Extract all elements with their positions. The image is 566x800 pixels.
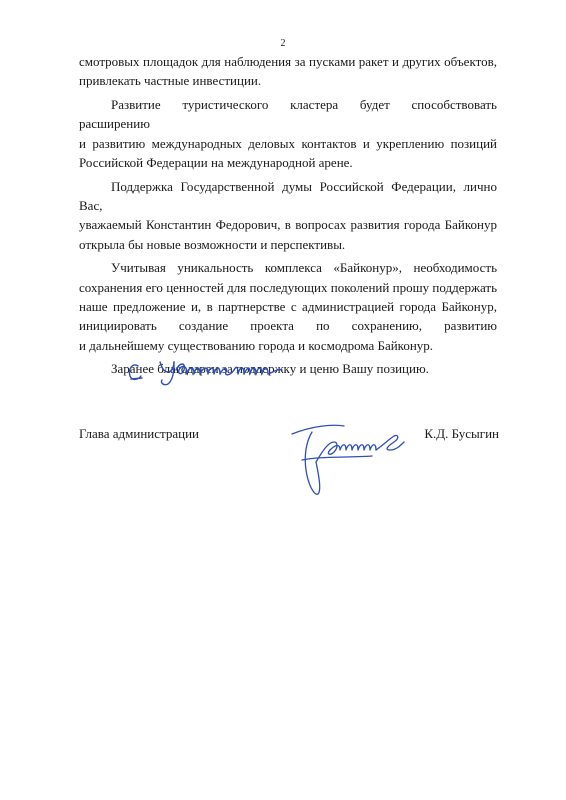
text-line: Российской Федерации на международной арене. <box>79 154 353 170</box>
text-line: наше предложение и, в партнерстве с администрацией города Байконур, <box>79 299 497 315</box>
paragraph <box>79 52 497 91</box>
text-line: Поддержка Государственной думы Российской Федерации, лично Вас, <box>79 178 497 214</box>
text-line: уважаемый Константин Федорович, в вопросах развития города Байконур <box>79 217 497 233</box>
text-line: Учитывая уникальность комплекса «Байконур», необходимость <box>111 260 497 276</box>
text-line: сохранения его ценностей для последующих поколений прошу поддержать <box>79 279 497 295</box>
text-line: и развитию международных деловых контактов и укреплению позиций <box>79 135 497 151</box>
handwritten-closing <box>126 348 296 392</box>
signatory-position: Глава администрации <box>79 426 200 441</box>
text-line: и дальнейшему существованию города и космодрома Байконур. <box>79 337 434 353</box>
signature <box>282 412 412 504</box>
text-line: смотровых площадок для наблюдения за пусками ракет и других объектов, <box>79 54 497 69</box>
paragraph <box>79 258 497 354</box>
signatory-name: К.Д. Бусыгин <box>424 426 499 441</box>
text-line: инициировать создание проекта по сохранению, развитию <box>79 318 497 334</box>
paragraph <box>79 177 497 254</box>
text-line: открыла бы новые возможности и перспективы. <box>79 236 346 252</box>
text-line: привлекать частные инвестиции. <box>79 73 262 89</box>
paragraph <box>79 95 497 172</box>
text-line: Развитие туристического кластера будет способствовать расширению <box>79 97 497 132</box>
text-line: Заранее благодарен за поддержку и ценю Вашу позицию. <box>111 361 429 377</box>
page-number: 2 <box>280 38 286 49</box>
letter-body <box>79 52 497 383</box>
